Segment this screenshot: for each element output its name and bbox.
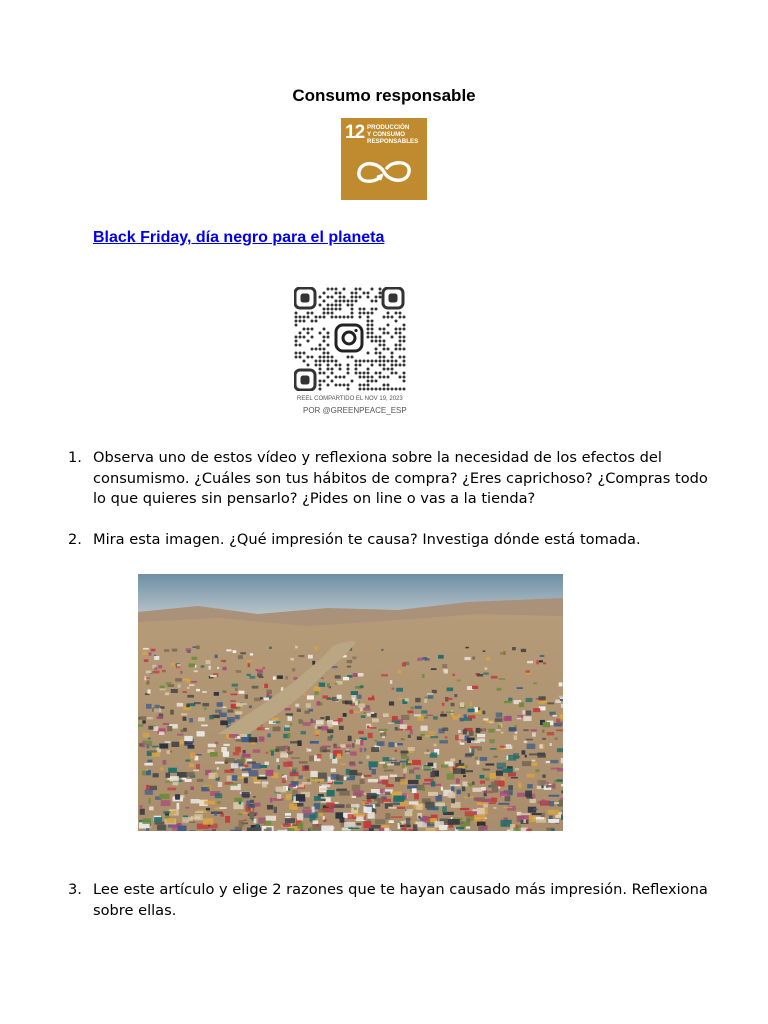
list-item-text: Lee este artículo y elige 2 razones que te hayan causado más impresión. Reflexiona sobre ellas. [93, 881, 708, 919]
qr-finder-top-left [295, 288, 315, 308]
black-friday-link[interactable]: Black Friday, día negro para el planeta [93, 229, 385, 246]
qr-finder-top-right [383, 288, 403, 308]
qr-caption-author: POR @GREENPEACE_ESP [303, 406, 407, 415]
list-item-1 [68, 448, 708, 510]
list-item-text: Mira esta imagen. ¿Qué impresión te causa? Investiga dónde está tomada. [93, 531, 641, 548]
sdg-number: 12 [345, 122, 365, 143]
qr-caption-date: REEL COMPARTIDO EL NOV 19, 2023 [297, 396, 403, 402]
page-title: Consumo responsable [292, 86, 476, 105]
instagram-icon [332, 321, 366, 355]
list-item-2 [68, 530, 708, 551]
list-item-number: 1. [68, 449, 82, 466]
landfill-photo [138, 574, 563, 831]
qr-finder-bottom-left [295, 370, 315, 390]
infinity-loop-icon [353, 156, 415, 188]
list-item-text: Observa uno de estos vídeo y reflexiona sobre la necesidad de los efectos del consumismo. ¿Cuáles son tus hábitos de compra? ¿Eres caprichoso? ¿Compras todo lo que quieres sin pensarlo? ¿Pides on line o vas a la tienda? [93, 449, 708, 507]
qr-code[interactable] [294, 287, 406, 391]
sdg-label: PRODUCCIÓN Y CONSUMO RESPONSABLES [367, 124, 419, 145]
list-item-number: 3. [68, 881, 82, 898]
list-item-3 [68, 880, 708, 921]
sdg-badge [341, 118, 427, 200]
list-item-number: 2. [68, 531, 82, 548]
